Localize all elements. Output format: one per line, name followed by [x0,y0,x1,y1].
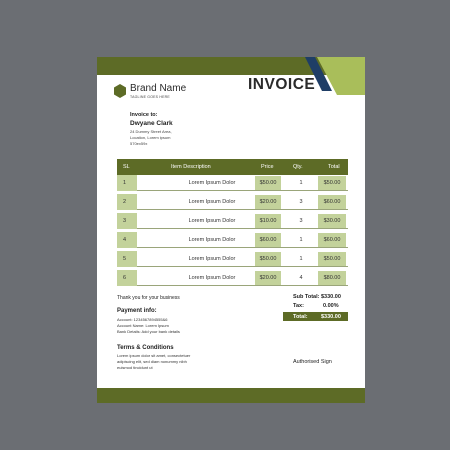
row-price: $50.00 [255,252,281,266]
client-address-line: 570ex59x [130,141,148,146]
row-description: Lorem Ipsum Dolor [188,218,236,224]
column-header-qty: Qty. [293,164,303,170]
row-divider [137,285,348,286]
row-price: $20.00 [255,271,281,285]
table-row [117,194,348,210]
payment-info-line: Bank Details: Add your bank details [117,329,180,334]
invoice-page [97,57,365,403]
subtotal-value: $330.00 [321,294,341,300]
table-header [117,159,348,175]
brand-logo-icon [114,84,126,98]
client-address-line: Location, Lorem ipsum [130,135,171,140]
row-total: $30.00 [318,214,346,228]
column-header-description: Item Description [171,164,211,170]
row-price: $20.00 [255,195,281,209]
row-qty: 4 [299,275,303,281]
row-sl: 3 [123,218,127,224]
row-sl-cell [117,232,137,248]
tax-label: Tax: [293,303,304,309]
row-sl-cell [117,194,137,210]
terms-line: adipiscing elit, sed diam nonummy nibh [117,359,187,364]
payment-info-title: Payment info: [117,308,157,314]
client-address-line: 24 Dummy Street Area, [130,129,172,134]
row-price: $10.00 [255,214,281,228]
row-qty: 3 [299,218,303,224]
table-row [117,232,348,248]
row-description: Lorem Ipsum Dolor [188,180,236,186]
row-divider [137,228,348,229]
row-price: $60.00 [255,233,281,247]
payment-info-line: Account: 1234567894555&6 [117,317,168,322]
row-sl-cell [117,213,137,229]
row-divider [137,247,348,248]
grand-total-value: $330.00 [321,313,341,320]
payment-info-line: Account Name: Lorem Ipsum [117,323,169,328]
row-total: $50.00 [318,176,346,190]
row-description: Lorem Ipsum Dolor [188,256,236,262]
row-total: $60.00 [318,195,346,209]
row-total: $50.00 [318,252,346,266]
table-row [117,213,348,229]
row-description: Lorem Ipsum Dolor [188,275,236,281]
authorised-sign-label: Authorised Sign [293,359,332,365]
row-divider [137,266,348,267]
footer-band [97,388,365,403]
row-qty: 1 [299,237,303,243]
row-divider [137,209,348,210]
row-description: Lorem Ipsum Dolor [188,199,236,205]
table-row [117,270,348,286]
terms-title: Terms & Conditions [117,345,174,351]
row-description: Lorem Ipsum Dolor [188,237,236,243]
row-sl: 6 [123,275,127,281]
thank-you-note: Thank you for your business [117,295,180,301]
row-qty: 3 [299,199,303,205]
column-header-sl: SL [123,164,130,170]
brand-tagline: TAGLINE GOES HERE [130,95,170,99]
row-sl-cell [117,270,137,286]
column-header-total: Total [328,164,340,170]
row-price: $50.00 [255,176,281,190]
subtotal-label: Sub Total: [293,294,320,300]
row-sl: 5 [123,256,127,262]
brand-name: Brand Name [130,83,187,94]
client-name: Dwyane Clark [130,120,173,127]
tax-value: 0.00% [323,303,339,309]
table-row [117,175,348,191]
row-total: $60.00 [318,233,346,247]
table-row [117,251,348,267]
row-total: $80.00 [318,271,346,285]
grand-total-label: Total: [293,313,308,320]
row-qty: 1 [299,180,303,186]
row-sl: 2 [123,199,127,205]
terms-line: Lorem ipsum dolor sit amet, consectetuer [117,353,191,358]
row-sl: 1 [123,180,127,186]
column-header-price: Price [261,164,274,170]
invoice-title: INVOICE [248,76,316,93]
row-qty: 1 [299,256,303,262]
invoice-to-label: Invoice to: [130,112,158,118]
row-divider [137,190,348,191]
row-sl-cell [117,251,137,267]
terms-line: euismod tincidunt ut [117,365,153,370]
grand-total-bar [283,312,348,321]
row-sl-cell [117,175,137,191]
row-sl: 4 [123,237,127,243]
